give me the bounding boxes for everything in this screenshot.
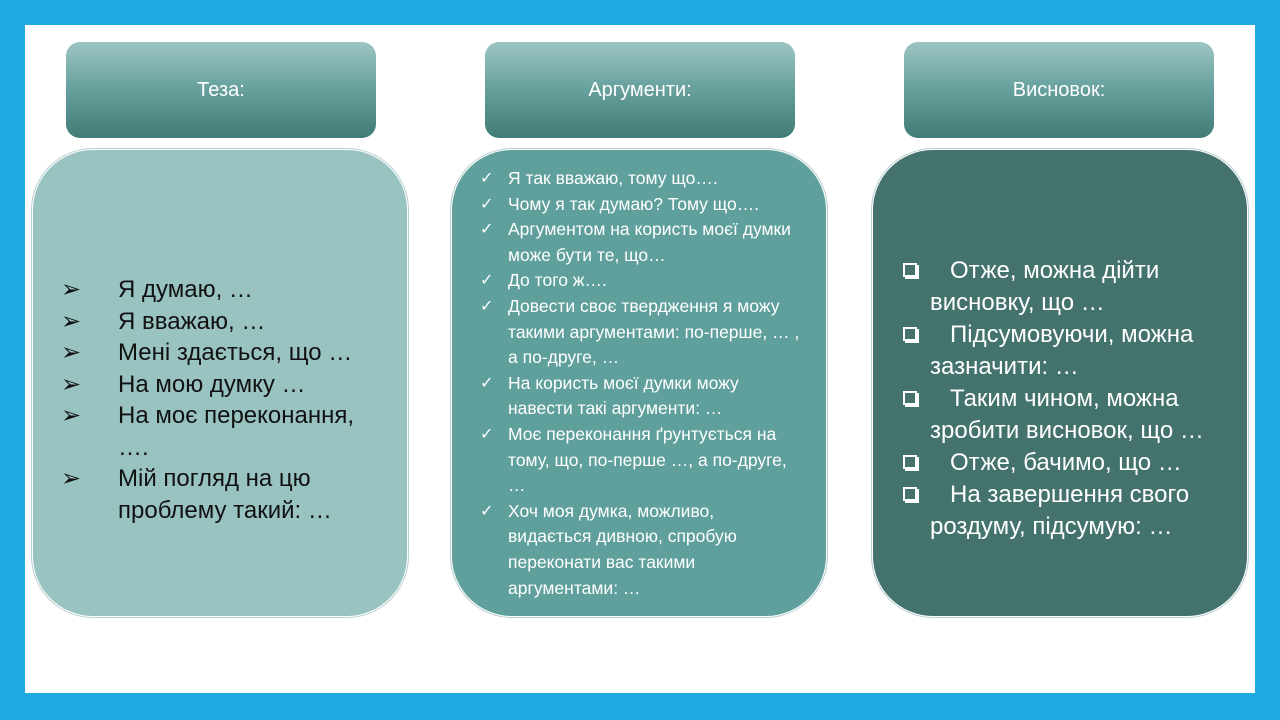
thesis-item-text: Мені здається, що … bbox=[118, 339, 353, 366]
checkmark-icon: ✓ bbox=[480, 374, 494, 392]
thesis-item-text: Я вважаю, … bbox=[118, 307, 266, 335]
argument-item-text: Я так вважаю, тому що…. bbox=[508, 168, 718, 188]
list-item bbox=[901, 479, 1231, 543]
thesis-item-text: На мою думку … bbox=[118, 370, 306, 398]
list-item bbox=[480, 192, 800, 218]
checkbox-icon bbox=[903, 263, 917, 277]
thesis-item-text: Я думаю, … bbox=[118, 276, 253, 303]
list-item bbox=[480, 217, 800, 268]
list-item bbox=[480, 294, 800, 371]
conclusion-box bbox=[873, 150, 1247, 616]
list-item bbox=[61, 400, 391, 463]
header-conclusion bbox=[904, 42, 1214, 138]
list-item bbox=[61, 306, 391, 338]
argument-item-text: Довести своє твердження я можу такими аргументами: по-перше, … , а по-друге, … bbox=[508, 295, 800, 368]
arrow-bullet-icon: ➢ bbox=[61, 276, 82, 303]
list-item bbox=[61, 337, 391, 369]
header-thesis bbox=[66, 42, 376, 138]
arrow-bullet-icon: ➢ bbox=[61, 370, 82, 398]
arrow-bullet-icon: ➢ bbox=[61, 307, 82, 335]
argument-item-text: До того ж…. bbox=[508, 270, 607, 291]
arguments-list bbox=[480, 166, 800, 601]
argument-item-text: Хоч моя думка, можливо, видається дивною, спробую переконати вас такими аргументами: … bbox=[508, 500, 737, 598]
argument-item-text: На користь моєї думки можу навести такі аргументи: … bbox=[508, 372, 739, 419]
conclusion-item-text: Отже, можна дійти висновку, що … bbox=[930, 257, 1160, 316]
header-conclusion-label: Висновок: bbox=[1012, 78, 1106, 101]
argument-item-text: Аргументом на користь моєї думки може бути те, що… bbox=[508, 219, 791, 265]
checkmark-icon: ✓ bbox=[480, 502, 494, 520]
list-item bbox=[61, 369, 391, 401]
list-item bbox=[61, 463, 391, 526]
conclusion-list bbox=[901, 255, 1231, 543]
checkbox-icon bbox=[903, 391, 917, 405]
list-item bbox=[901, 447, 1231, 479]
arrow-bullet-icon: ➢ bbox=[61, 339, 82, 366]
checkbox-icon bbox=[903, 327, 917, 341]
list-item bbox=[480, 166, 800, 192]
list-item bbox=[480, 371, 800, 422]
thesis-item-text: Мій погляд на цю проблему такий: … bbox=[118, 465, 332, 524]
checkmark-icon: ✓ bbox=[480, 221, 494, 239]
checkmark-icon: ✓ bbox=[480, 195, 494, 213]
argument-item-text: Моє переконання ґрунтується на тому, що, по-перше …, а по-друге, … bbox=[508, 423, 787, 496]
thesis-list bbox=[61, 274, 391, 526]
checkmark-icon: ✓ bbox=[480, 425, 494, 443]
arrow-bullet-icon: ➢ bbox=[61, 465, 82, 492]
list-item bbox=[901, 255, 1231, 319]
conclusion-item-text: Отже, бачимо, що … bbox=[950, 449, 1182, 476]
list-item bbox=[480, 422, 800, 499]
checkbox-icon bbox=[903, 487, 917, 501]
checkmark-icon: ✓ bbox=[480, 297, 494, 315]
conclusion-item-text: Таким чином, можна зробити висновок, що … bbox=[930, 385, 1204, 444]
thesis-item-text: На моє переконання, …. bbox=[118, 402, 355, 461]
argument-item-text: Чому я так думаю? Тому що…. bbox=[508, 193, 760, 214]
list-item bbox=[901, 319, 1231, 383]
conclusion-item-text: На завершення свого роздуму, підсумую: … bbox=[930, 481, 1190, 540]
list-item bbox=[480, 499, 800, 601]
arrow-bullet-icon: ➢ bbox=[61, 402, 82, 429]
arguments-box bbox=[452, 150, 826, 616]
header-thesis-label: Теза: bbox=[197, 78, 245, 101]
header-arguments bbox=[485, 42, 795, 138]
conclusion-item-text: Підсумовуючи, можна зазначити: … bbox=[930, 321, 1194, 380]
checkmark-icon: ✓ bbox=[480, 170, 494, 187]
list-item bbox=[61, 274, 391, 306]
header-arguments-label: Аргументи: bbox=[588, 78, 692, 101]
thesis-box bbox=[33, 150, 407, 616]
checkbox-icon bbox=[903, 455, 917, 469]
list-item bbox=[901, 383, 1231, 447]
checkmark-icon: ✓ bbox=[480, 272, 494, 290]
list-item bbox=[480, 268, 800, 294]
